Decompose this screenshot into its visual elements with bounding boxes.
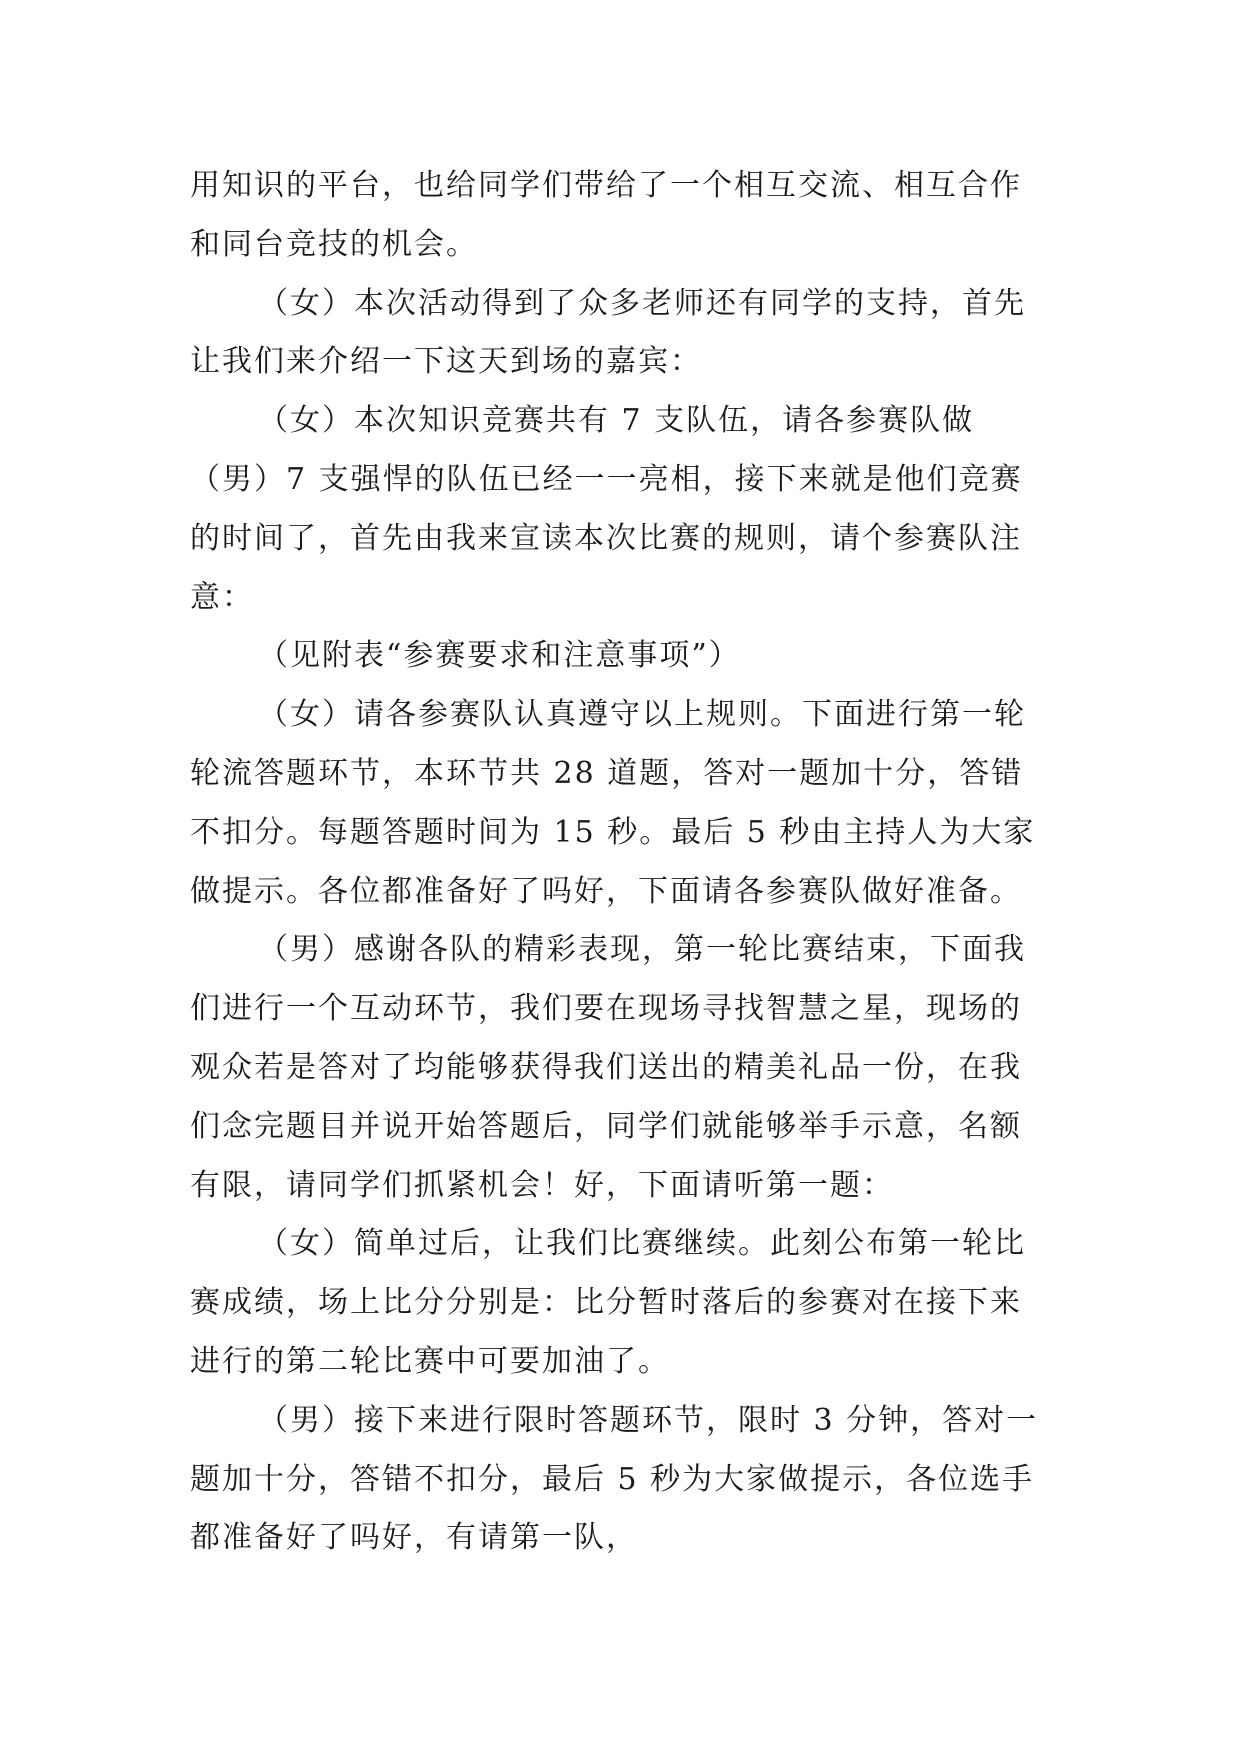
- text-line: 的时间了，首先由我来宣读本次比赛的规则，请个参赛队注: [190, 520, 1022, 556]
- text-line: 们进行一个互动环节，我们要在现场寻找智慧之星，现场的: [190, 991, 1022, 1027]
- text-line: （女）本次活动得到了众多老师还有同学的支持，首先: [258, 285, 1026, 321]
- text-line: （男）接下来进行限时答题环节，限时 3 分钟，答对一: [258, 1402, 1039, 1438]
- text-line: （男）7 支强悍的队伍已经一一亮相，接下来就是他们竞赛: [190, 461, 1023, 497]
- text-line: （女）请各参赛队认真遵守以上规则。下面进行第一轮: [258, 697, 1026, 733]
- text-line: 有限，请同学们抓紧机会！好，下面请听第一题：: [190, 1167, 894, 1203]
- text-line: （女）本次知识竞赛共有 7 支队伍，请各参赛队做: [258, 403, 975, 439]
- text-line: 轮流答题环节，本环节共 28 道题，答对一题加十分，答错: [190, 755, 1024, 791]
- text-line: 和同台竞技的机会。: [190, 226, 478, 262]
- text-line: 都准备好了吗好，有请第一队，: [190, 1520, 638, 1556]
- text-line: 进行的第二轮比赛中可要加油了。: [190, 1343, 670, 1379]
- text-line: 题加十分，答错不扣分，最后 5 秒为大家做提示，各位选手: [190, 1461, 1035, 1497]
- text-line: 意：: [190, 579, 254, 615]
- text-line: 赛成绩，场上比分分别是：比分暂时落后的参赛对在接下来: [190, 1285, 1022, 1321]
- text-line: （见附表“参赛要求和注意事项”）: [258, 638, 741, 674]
- text-line: 让我们来介绍一下这天到场的嘉宾：: [190, 344, 702, 380]
- text-line: 用知识的平台，也给同学们带给了一个相互交流、相互合作: [190, 168, 1022, 203]
- document-body: [190, 157, 1052, 1568]
- text-line: 做提示。各位都准备好了吗好，下面请各参赛队做好准备。: [190, 873, 1022, 909]
- text-line: （女）简单过后，让我们比赛继续。此刻公布第一轮比: [258, 1226, 1026, 1262]
- text-line: 们念完题目并说开始答题后，同学们就能够举手示意，名额: [190, 1108, 1022, 1144]
- text-line: 不扣分。每题答题时间为 15 秒。最后 5 秒由主持人为大家: [190, 814, 1036, 850]
- text-line: （男）感谢各队的精彩表现，第一轮比赛结束，下面我: [258, 932, 1026, 968]
- text-line: 观众若是答对了均能够获得我们送出的精美礼品一份，在我: [190, 1049, 1022, 1085]
